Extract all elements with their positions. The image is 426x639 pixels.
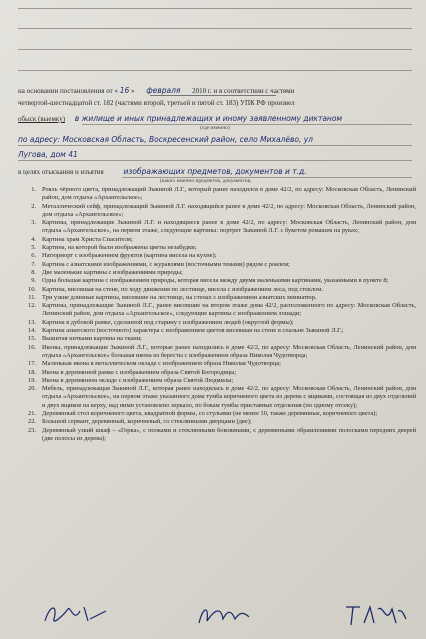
items-list	[22, 186, 416, 443]
date-day: 16	[119, 86, 130, 95]
search-type: обыск (выемку)	[18, 115, 66, 123]
list-item	[22, 236, 416, 244]
item-number: 6.	[31, 252, 36, 260]
item-number: 19.	[28, 376, 36, 384]
list-item	[22, 377, 416, 385]
purpose-line	[18, 167, 414, 177]
ruled-line	[18, 49, 412, 50]
list-item	[22, 410, 416, 418]
list-item	[22, 186, 416, 203]
list-item	[22, 294, 416, 302]
item-number: 22.	[28, 418, 36, 426]
item-text: Две маленькие картины с изображениями природы;	[42, 268, 183, 276]
item-text: Мебель, принадлежащая Зыкиной Л.Г., которая ранее находилась в доме 42/2, по адресу: Московская Область, Ленинский район, дом отдыха «Архангельское», на первом этаже указанного дома тумба коричневого цвета из дерева с ящиками, состоящая из двух отделений и двух ящиков на верху, над ними установлено зеркало, по бокам тумбы приставные отделения (по одному отсеку);	[42, 385, 416, 409]
item-number: 21.	[28, 410, 36, 418]
date-year: 2010	[192, 87, 207, 95]
item-number: 17.	[28, 360, 36, 368]
date-month: февраля	[146, 86, 181, 95]
item-number: 14.	[28, 327, 36, 335]
list-item	[22, 302, 416, 319]
caption-where: (где именно)	[200, 125, 230, 131]
caption-what: (каких именно предметов, документов,	[160, 178, 252, 184]
item-number: 18.	[28, 368, 36, 376]
ruled-line	[18, 8, 412, 9]
item-number: 15.	[28, 335, 36, 343]
ruled-line	[82, 124, 412, 125]
item-text: Картина, на которой были изображены цветы незабудки;	[42, 244, 197, 252]
date-underline	[150, 95, 276, 96]
item-text: Три узкие длинные картины, висевшие на лестнице, на стенах с изображением азиатских миниатюр.	[42, 293, 317, 301]
header-line-2: четвертой-шестнадцатой ст. 182 (частями второй, третьей и пятой ст. 183) УПК РФ произвел	[18, 99, 295, 107]
item-number: 9.	[31, 277, 36, 285]
item-text: Картина с азиатскими изображениями, с журавлями (восточными темами) рядом с роялем;	[42, 260, 290, 268]
item-number: 13.	[28, 318, 36, 326]
list-item	[22, 219, 416, 236]
list-item	[22, 427, 416, 444]
item-text: Картины, принадлежащие Зыкиной Л.Г. и находящиеся ранее в доме 42/2, по адресу: Московская Область, Ленинский район, дом отдыха «Архангельское», на первом этаже, следующие картины: портрет Зыкиной Л.Г. с букетом ромашек на руках;	[42, 219, 416, 235]
list-item	[22, 418, 416, 426]
signature-1	[40, 599, 110, 629]
list-item	[22, 286, 416, 294]
list-item	[22, 344, 416, 361]
item-text: Картина храм Христа Спасителя;	[42, 235, 133, 243]
item-number: 20.	[28, 385, 36, 393]
list-item	[22, 203, 416, 220]
list-item	[22, 244, 416, 252]
ruled-line	[18, 160, 412, 161]
item-text: Деревянный узкий шкаф – «Горка», с полками и стеклянными боковинами, с деревянными обрамлениями полосками передних дверей (две полосы из дерева);	[42, 426, 416, 442]
header-line-3	[18, 114, 414, 124]
item-number: 5.	[31, 244, 36, 252]
ruled-line	[18, 28, 412, 29]
item-text: Деревянный стол коричневого цвета, квадратной формы, со стульями (не менее 10, также деревянные, коричневого цвета);	[42, 410, 378, 418]
list-item	[22, 360, 416, 368]
item-text: Большой сервант, деревянный, коричневый, со стеклянными дверцами (две);	[42, 418, 252, 426]
item-text: Икона в деревянном окладе с изображением образа Святой Людмилы;	[42, 376, 234, 384]
handwritten-location: в жилище и иных принадлежащих и иному заявленному диктаном	[74, 114, 343, 123]
item-number: 7.	[31, 260, 36, 268]
item-number: 12.	[28, 302, 36, 310]
list-item	[22, 269, 416, 277]
signature-3	[340, 599, 410, 629]
item-number: 2.	[31, 202, 36, 210]
list-item	[22, 369, 416, 377]
item-text: Рояль чёрного цвета, принадлежащий Зыкиной Л.Г., который ранее находился в доме 42/2, по адресу: Московская Область, Ленинский район, дом отдыха «Архангельское»;	[42, 186, 416, 202]
item-number: 8.	[31, 268, 36, 276]
address-line-1: по адресу: Московская Область, Воскресенский район, село Михалёво, ул	[18, 135, 313, 144]
ruled-line	[18, 145, 412, 146]
item-number: 3.	[31, 219, 36, 227]
item-text: Одна большая картина с изображением природы, которая висела между двумя маленькими картинами, указанными в пункте 8;	[42, 277, 389, 285]
handwritten-purpose: изображающих предметов, документов и т.д.	[123, 167, 307, 176]
item-text: Вышитая нитками картина на ткани;	[42, 335, 142, 343]
item-text: Маленькая икона в металлическом окладе с изображением образа Николая Чудотворца;	[42, 360, 281, 368]
list-item	[22, 261, 416, 269]
header-line-1: на основании постановления от « 16 » февраля 2010 г. и в соответствии с частями	[18, 86, 295, 95]
item-text: Картина в дубовой рамке, сделанной под старину с изображением людей (округлой формы);	[42, 318, 294, 326]
list-item	[22, 277, 416, 285]
purpose-prefix: в целях отыскания и изъятия	[18, 168, 104, 176]
header-suffix: г. и в соответствии с частями	[207, 87, 295, 95]
item-number: 23.	[28, 426, 36, 434]
item-text: Иконы, принадлежащие Зыкиной Л.Г., которые ранее находились в доме 42/2, по адресу: Московская Область, Ленинский район, дом отдыха «Архангельское» большая икона из бересты с изображением образа Николая Чудотворца;	[42, 343, 416, 359]
list-item	[22, 252, 416, 260]
list-item	[22, 335, 416, 343]
signature-2	[195, 599, 255, 629]
item-text: Металлический сейф, принадлежащий Зыкиной Л.Г. находящийся ранее в доме 42/2, по адресу: Московская Область, Ленинский район, дом отдыха «Архангельское»;	[42, 202, 416, 218]
header-prefix: на основании постановления от	[18, 87, 113, 95]
item-number: 11.	[28, 293, 36, 301]
item-number: 10.	[28, 285, 36, 293]
item-text: Картина, висевшая на стене, по ходу движения по лестнице, висела с изображением леса, под стеклом.	[42, 285, 323, 293]
address-line-2: Лугова, дом 41	[18, 150, 78, 159]
item-text: Икона в деревянной рамке с изображением образа Святой Богородицы;	[42, 368, 237, 376]
item-text: Картины, принадлежащие Зыкиной Л.Г., ранее висевшие на втором этаже дома 42/2, расположенного по адресу: Московская Область, Ленинский район, дом отдыха «Архангельское», следующие картины с изображением лошади;	[42, 302, 416, 318]
ruled-line	[18, 70, 412, 71]
item-number: 1.	[31, 186, 36, 193]
item-number: 16.	[28, 343, 36, 351]
item-number: 4.	[31, 235, 36, 243]
list-item	[22, 319, 416, 327]
item-text: Натюрморт с изображением фруктов (картина висела на кухне);	[42, 252, 217, 260]
item-text: Картина азиатского (восточного) характера с изображением цветов висевшая на стене в спальне Зыкиной Л.Г.;	[42, 327, 344, 335]
list-item	[22, 385, 416, 410]
list-item	[22, 327, 416, 335]
